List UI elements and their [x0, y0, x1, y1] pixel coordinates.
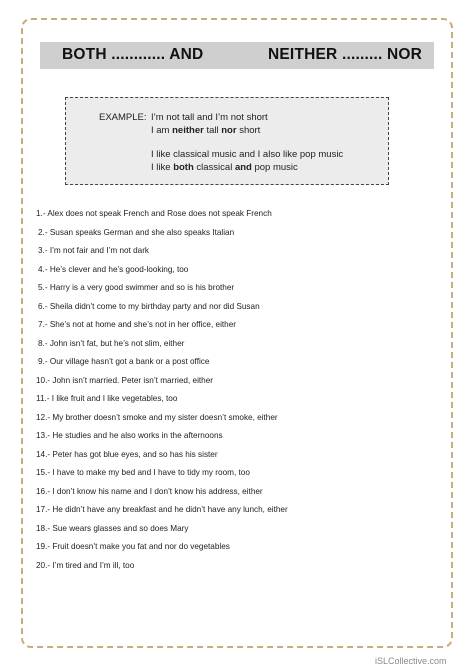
example-line-4-prefix: I like — [151, 162, 174, 173]
example-line-2-suffix: short — [236, 125, 261, 136]
exercise-item-8: 8.- John isn’t fat, but he’s not slim, either — [38, 338, 185, 348]
exercise-item-17: 17.- He didn’t have any breakfast and he didn’t have any lunch, either — [36, 505, 288, 514]
example-line-3: I like classical music and I also like pop music — [151, 149, 344, 160]
title-bar — [40, 40, 434, 69]
example-box — [65, 97, 389, 185]
exercise-item-16: 16.- I don’t know his name and I don’t know his address, either — [36, 486, 263, 496]
exercise-item-15: 15.- I have to make my bed and I have to tidy my room, too — [36, 468, 250, 477]
example-keyword-both: both — [173, 162, 194, 173]
example-line-2 — [151, 125, 260, 136]
exercise-item-2: 2.- Susan speaks German and she also speaks Italian — [38, 227, 235, 237]
exercise-item-12: 12.- My brother doesn’t smoke and my sister doesn’t smoke, either — [36, 412, 278, 422]
exercise-item-14: 14.- Peter has got blue eyes, and so has his sister — [36, 449, 218, 459]
exercise-item-5: 5.- Harry is a very good swimmer and so is his brother — [38, 283, 235, 292]
exercise-item-13: 13.- He studies and he also works in the afternoons — [36, 431, 223, 440]
watermark: iSLCollective.com — [375, 656, 447, 666]
exercise-item-10: 10.- John isn’t married. Peter isn’t married, either — [36, 375, 214, 385]
example-line-2-mid: tall — [203, 125, 222, 136]
exercise-item-4: 4.- He’s clever and he’s good-looking, too — [38, 264, 189, 274]
exercise-item-18: 18.- Sue wears glasses and so does Mary — [36, 523, 189, 533]
exercise-item-9: 9.- Our village hasn’t got a bank or a post office — [38, 357, 210, 366]
example-line-1: I’m not tall and I’m not short — [151, 112, 268, 123]
exercise-item-19: 19.- Fruit doesn’t make you fat and nor do vegetables — [36, 542, 230, 551]
exercise-item-7: 7.- She’s not at home and she’s not in her office, either — [38, 320, 236, 329]
exercise-item-6: 6.- Sheila didn’t come to my birthday party and nor did Susan — [38, 301, 260, 311]
example-line-4-suffix: pop music — [251, 162, 298, 173]
title-neither-nor: NEITHER ......... NOR — [268, 46, 423, 63]
exercise-item-20: 20.- I’m tired and I’m ill, too — [36, 560, 135, 570]
exercise-item-3: 3.- I’m not fair and I’m not dark — [38, 246, 150, 255]
example-line-4-mid: classical — [193, 162, 235, 173]
example-line-4 — [151, 162, 298, 173]
example-keyword-and: and — [234, 162, 252, 173]
example-keyword-neither: neither — [172, 125, 204, 136]
exercise-item-11: 11.- I like fruit and I like vegetables, too — [36, 394, 178, 403]
exercise-item-1: 1.- Alex does not speak French and Rose does not speak French — [36, 209, 272, 218]
title-both-and: BOTH ............ AND — [62, 46, 204, 63]
example-line-2-prefix: I am — [151, 125, 173, 136]
example-label: EXAMPLE: — [99, 112, 147, 123]
example-keyword-nor: nor — [221, 125, 237, 136]
